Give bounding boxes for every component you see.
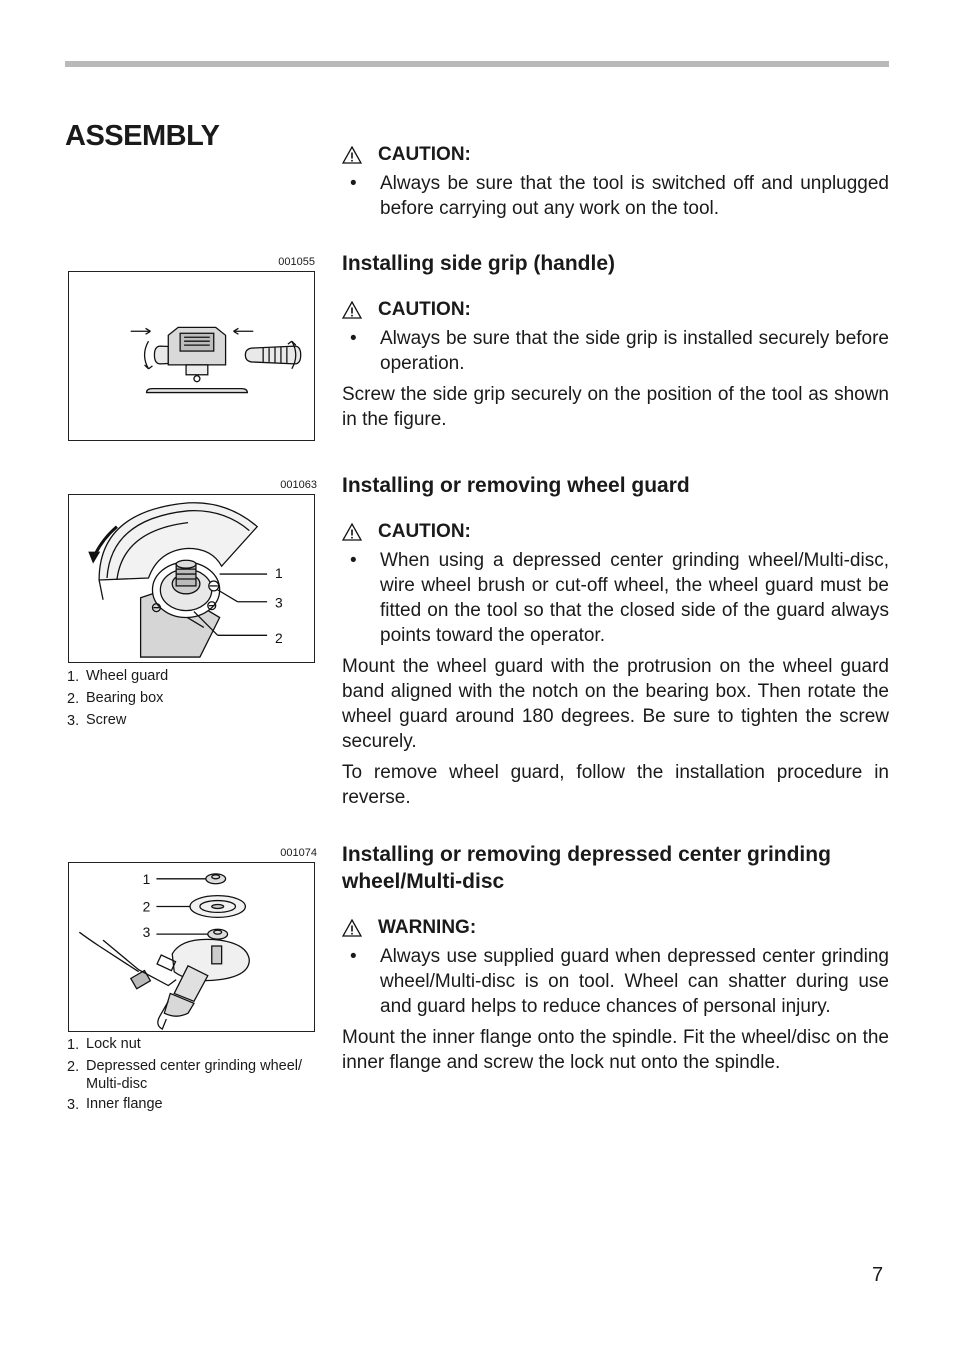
caution-header: [342, 297, 889, 322]
bullet-dot: •: [350, 550, 357, 571]
caution-label: CAUTION:: [378, 299, 471, 320]
callout-1: 1: [275, 565, 283, 582]
warning-triangle-icon: [342, 919, 362, 937]
figure-code: 001063: [280, 479, 317, 491]
callout-2: 2: [275, 630, 283, 647]
page-title: ASSEMBLY: [65, 120, 220, 152]
figure-grinding-wheel: [68, 862, 315, 1032]
callout-3: 3: [275, 594, 283, 611]
legend-num: 3.: [67, 1097, 80, 1113]
legend-num: 2.: [67, 691, 80, 707]
caution-label: CAUTION:: [378, 521, 471, 542]
body-paragraph: To remove wheel guard, follow the installation procedure in reverse.: [342, 762, 889, 808]
callout-2: 2: [142, 898, 151, 915]
caution-bullet-text: Always be sure that the tool is switched off and unplugged before carrying out any work on the tool.: [380, 173, 889, 219]
caution-label: CAUTION:: [378, 144, 471, 165]
figure-wheel-guard: [68, 494, 315, 663]
page-number: 7: [872, 1264, 884, 1286]
warning-triangle-icon: [342, 146, 362, 164]
legend-item: [67, 1095, 326, 1115]
wheel-guard-illustration: [69, 495, 314, 662]
legend-item: [67, 667, 326, 687]
caution-header: [342, 142, 889, 167]
warning-label: WARNING:: [378, 917, 477, 938]
legend-num: 1.: [67, 1037, 80, 1053]
caution-bullet: [342, 548, 889, 648]
callout-1: 1: [142, 870, 151, 887]
legend-num: 2.: [67, 1059, 80, 1075]
figure-legend: [67, 1035, 326, 1115]
figure-code: 001074: [280, 847, 317, 859]
figure-code: 001055: [278, 256, 315, 268]
legend-num: 3.: [67, 713, 80, 729]
body-paragraph: Mount the inner flange onto the spindle. Fit the wheel/disc on the inner flange and screw the lock nut onto the spindle.: [342, 1027, 889, 1073]
section-grinding-wheel: [342, 915, 889, 1075]
section-wheel-guard: [342, 519, 889, 810]
callout-3: 3: [142, 924, 151, 941]
warning-triangle-icon: [342, 523, 362, 541]
warning-header: [342, 915, 889, 940]
legend-item: [67, 689, 326, 709]
bullet-dot: •: [350, 173, 357, 194]
caution-header: [342, 519, 889, 544]
caution-bullet-text: Always be sure that the side grip is installed securely before operation.: [380, 328, 889, 374]
legend-item: [67, 711, 326, 731]
legend-num: 1.: [67, 669, 80, 685]
warning-bullet: [342, 944, 889, 1019]
legend-text: Screw: [86, 712, 127, 728]
legend-text: Lock nut: [86, 1036, 141, 1052]
caution-bullet-text: When using a depressed center grinding wheel/Multi-disc, wire wheel brush or cut-off wheel, the wheel guard must be fitted on the tool so that the closed side of the guard always points toward the operator.: [380, 550, 889, 646]
warning-bullet-text: Always use supplied guard when depressed center grinding wheel/Multi-disc is on tool. Wheel can shatter during use and guard helps to reduce chances of personal injury.: [380, 946, 889, 1017]
legend-text: Wheel guard: [86, 668, 169, 684]
warning-triangle-icon: [342, 301, 362, 319]
section-heading: Installing or removing wheel guard: [342, 474, 690, 497]
caution-bullet: [342, 171, 889, 221]
legend-text: Bearing box: [86, 690, 164, 706]
bullet-dot: •: [350, 328, 357, 349]
figure-side-grip: [68, 271, 315, 441]
section-side-grip: [342, 297, 889, 432]
grinding-wheel-illustration: [69, 863, 314, 1031]
legend-text: Depressed center grinding wheel/ Multi-disc: [86, 1058, 303, 1092]
bullet-dot: •: [350, 946, 357, 967]
caution-bullet: [342, 326, 889, 376]
legend-text: Inner flange: [86, 1096, 163, 1112]
section-heading: Installing side grip (handle): [342, 252, 616, 275]
body-paragraph: Screw the side grip securely on the position of the tool as shown in the figure.: [342, 384, 889, 430]
legend-item: [67, 1035, 326, 1055]
body-paragraph: Mount the wheel guard with the protrusion on the wheel guard band aligned with the notch on the bearing box. Then rotate the wheel guard around 180 degrees. Be sure to tighten the screw securely.: [342, 656, 889, 752]
side-grip-illustration: [69, 272, 314, 440]
figure-legend: [67, 667, 326, 731]
top-rule: [65, 61, 889, 67]
intro-caution: [342, 142, 889, 221]
section-heading: Installing or removing depressed center grinding wheel/Multi-disc: [342, 843, 831, 893]
legend-item: [67, 1057, 326, 1093]
